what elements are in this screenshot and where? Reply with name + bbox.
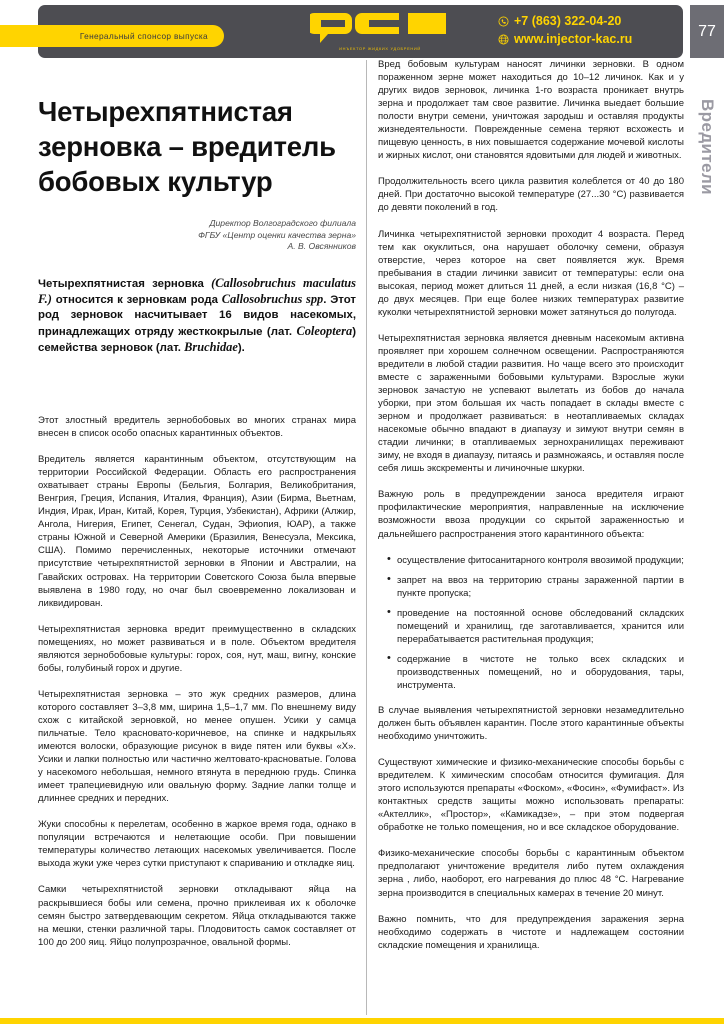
header-contacts [498, 12, 632, 48]
section-tab-label: Вредители [698, 99, 717, 195]
column-divider [366, 60, 367, 1015]
left-column [38, 414, 356, 949]
list-item: • содержание в чистоте не только всех складских и производственных помещений, но и оборудования, тары, инструмента. [389, 653, 684, 692]
globe-icon [498, 34, 509, 45]
website-line[interactable] [498, 30, 632, 48]
paragraph: Важно помнить, что для предупреждения заражения зерна необходимо содержать в чистоте и надлежащем состоянии складские помещения и хранилища. [378, 913, 684, 951]
lead-paragraph: Четырехпятнистая зерновка (Callosobruchus maculatus F.) относится к зерновкам рода Callosobruchus spp. Этот род зерновок насчитывает 16 видов насекомых, принадлежащих отряду жесткокрылые (лат. Coleoptera) семейства зерновок (лат. Bruchidae). [38, 276, 356, 354]
website-url: www.injector-kac.ru [514, 32, 633, 46]
page-number: 77 [698, 22, 716, 40]
byline-line-2: ФГБУ «Центр оценки качества зерна» [198, 229, 356, 240]
paragraph: Вредитель является карантинным объектом, отсутствующим на территории Российской Федерации. Область его распространения охватывает страны Европы (Бельгия, Болгария, Великобритания, Венгрия, Греция, Испания, Италия, Франция), Азии (Бирма, Вьетнам, Индия, Ирак, Иран, Китай, Корея, Турция, Узбекистан), Африки (Алжир, Ангола, Нигерия, Египет, Сенегал, Судан, Эфиопия, ЮАР), а также страны Южной и Северной Америки (Бразилия, Венесуэла, Мексика, США). Помимо перечисленных, некоторые источники отмечают присутствие четырехпятнистой зерновки в Японии и Австралии, на Гавайских островах. На территории Советского Союза была впервые выявлена в 1980 году, но очаг был своевременно локализован и ликвидирован. [38, 454, 356, 609]
footer-accent-strip [0, 1018, 724, 1024]
paragraph: Самки четырехпятнистой зерновки откладывают яйца на раскрывшиеся бобы или семена, прочно приклеивая их к оболочке семян быстро затвердевающим секретом. Яйца откладываются также на мешки, стенки различной тары. Плодовитость самок составляет от 100 до 200 яиц. Яйцо полупрозрачное, овальной формы. [38, 884, 356, 948]
paragraph: Продолжительность всего цикла развития колеблется от 40 до 180 дней. При достаточно высокой температуре (27...30 °С) развивается до девяти поколений в год. [378, 176, 684, 214]
paragraph: Существуют химические и физико-механические способы борьбы с вредителем. К химическим способам относится фумигация. Для этого используются препараты «Фоском», «Фосин», «Фумифаст». Из контактных средств защиты можно использовать препараты: «Актеллик», «Простор», «Камикадзе», – при этом подвергая обработке не только помещения, но и все складское оборудование. [378, 757, 684, 834]
section-tab [690, 62, 724, 232]
paragraph: Важную роль в предупреждении заноса вредителя играют профилактические мероприятия, направленные на исключение возможности ввоза продукции со скрытой зараженностью и дальнейшего распространения этого карантинного объекта: [378, 489, 684, 540]
paragraph: Вред бобовым культурам наносят личинки зерновки. В одном пораженном зерне может находиться до 10–12 личинок. Как и у других видов зерновок, личинка 1-го возраста проникает внутрь зерна и продолжает там свое развитие. Личинка выедает большие полости внутри семени, уничтожая зародыш и оставляя продукты жизнедеятельности. Поврежденные семена теряют всхожесть и пищевую ценность, в них повышается содержание мочевой кислоты и жирных кислот, они становятся ядовитыми для людей и животных. [378, 59, 684, 162]
injector-kac-logo [310, 8, 450, 50]
list-item: • проведение на постоянной основе обследований складских помещений и хранилищ, где заготавливается, хранится или перерабатывается растительная продукция; [389, 607, 684, 646]
paragraph: Этот злостный вредитель зернобобовых во многих странах мира внесен в список особо опасных карантинных объектов. [38, 415, 356, 440]
brand-tagline: ИНЪЕКТОР ЖИДКИХ УДОБРЕНИЙ [339, 46, 421, 51]
page-number-box [690, 5, 724, 58]
phone-icon [498, 16, 509, 27]
right-column [378, 58, 684, 952]
list-item: • осуществление фитосанитарного контроля ввозимой продукции; [389, 554, 684, 567]
sponsor-ribbon-label: Генеральный спонсор выпуска [79, 31, 208, 41]
paragraph: Четырехпятнистая зерновка – это жук средних размеров, длина которого составляет 3–3,8 мм, ширина 1,5–1,7 мм. По внешнему виду схож с китайской зерновкой, но менее опушен. Усики у самца пильчатые. Тело красновато-коричневое, на спинке и надкрыльях имеются волоски, образующие рисунок в виде пятен или буквы «Х». Усики и лапки полностью или частично желтовато-красноватые. Голова у насекомого небольшая, немного втянута в переднюю грудь. Спинка имеет трапециевидную или овальную форму. Задние лапки толще и длиннее средних и передних. [38, 688, 356, 805]
paragraph: Личинка четырехпятнистой зерновки проходит 4 возраста. Перед тем как окуклиться, она нарушает оболочку семени, образуя отверстие, через которое на свет появляется жук. Время пребывания в стадии личинки зависит от температуры: если она высокая, период может длиться 11 дней, а если низкая (16,8 °С) – до двух месяцев. При еще более низких температурах развитие куколки четырехпятнистой зерновки может затянуться до полугода. [378, 228, 684, 318]
paragraph: Физико-механические способы борьбы с карантинным объектом предполагают уничтожение вредителя либо путем охлаждения зерна , либо, наоборот, его нагревания до плюс 48 °С. Нагревание зерна производится в специальных камерах в течение 20 минут. [378, 848, 684, 899]
byline [38, 218, 356, 253]
phone-number: +7 (863) 322-04-20 [514, 14, 622, 28]
phone-line[interactable] [498, 12, 632, 30]
paragraph: Четырехпятнистая зерновка является дневным насекомым активна проявляет при хорошем солнечном освещении. Распространяются вредители в любой стадии развития. Но чаще всего это происходит вместе с зараженными бобовыми культурами. Взрослые жуки зерновок зачастую не успевают вылетать из бобов до начала уборки, при этом большая их часть попадает в склады вместе с зерном и продолжает развиваться: в неотапливаемых складах насекомые обычно впадают в диапаузу и зимуют внутри семян в стадии личинки; в отапливаемых зернохранилищах переживают зиму, не входя в диапаузу, питаясь и размножаясь, и оставляя после себя лишь экскременты и личиночные шкурки. [378, 332, 684, 475]
byline-line-1: Директор Волгоградского филиала [209, 218, 356, 228]
paragraph: Жуки способны к перелетам, особенно в жаркое время года, однако в популяции встречаются и нелетающие особи. При повышении температуры количество летающих насекомых увеличивается. После выхода жуки уже через сутки приступают к спариванию и откладке яиц. [38, 819, 356, 870]
sponsor-ribbon [0, 25, 224, 47]
page-title: Четырехпятнистая зерновка – вредитель бобовых культур [38, 96, 336, 198]
prevention-measures-list [378, 554, 684, 692]
paragraph: Четырехпятнистая зерновка вредит преимущественно в складских помещениях, но может развиваться и в поле. Объектом вредителя являются зернобобовые культуры: горох, соя, нут, маш, вигну, конские бобы, голубиный горох и другие. [38, 623, 356, 674]
paragraph: В случае выявления четырехпятнистой зерновки незамедлительно должен быть объявлен карантин. После этого карантинные объекты необходимо уничтожить. [378, 704, 684, 743]
byline-line-3: А. В. Овсянников [287, 241, 356, 252]
list-item: • запрет на ввоз на территорию страны зараженной партии в пункте пропуска; [389, 574, 684, 600]
